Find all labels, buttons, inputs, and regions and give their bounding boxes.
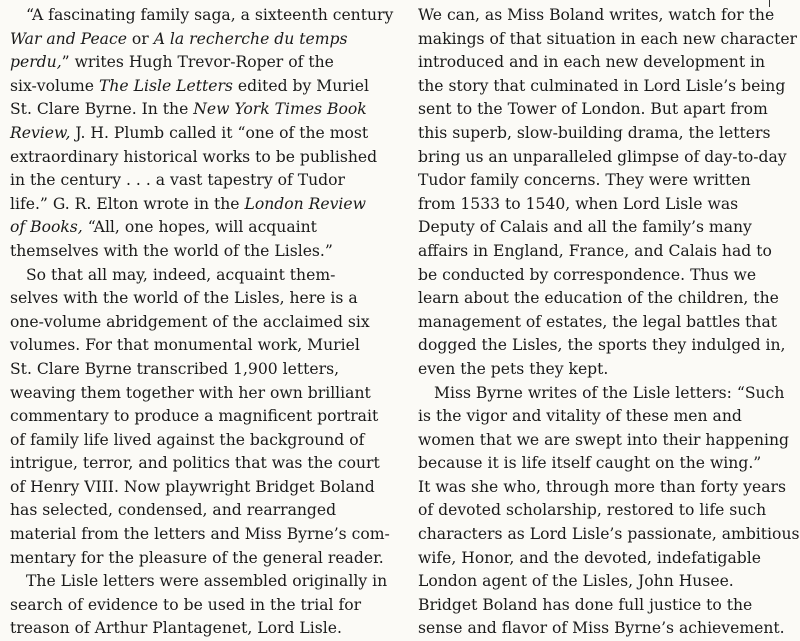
text-line xyxy=(418,4,790,28)
body-text: even the pets they kept. xyxy=(418,359,609,378)
body-text: makings of that situation in each new character xyxy=(418,29,798,48)
body-text: women that we are swept into their happening xyxy=(418,430,789,449)
text-line xyxy=(10,122,395,146)
text-line xyxy=(10,75,395,99)
text-line xyxy=(418,570,790,594)
body-text: selves with the world of the Lisles, here is a xyxy=(10,289,358,308)
body-text: management of estates, the legal battles that xyxy=(418,312,778,331)
body-text: commentary to produce a magnificent portrait xyxy=(10,407,379,426)
text-line xyxy=(418,594,790,618)
left-text-column xyxy=(10,4,395,641)
body-text: from 1533 to 1540, when Lord Lisle was xyxy=(418,194,739,213)
text-line xyxy=(10,594,395,618)
text-line xyxy=(418,51,790,75)
text-line xyxy=(418,358,790,382)
text-line xyxy=(10,429,395,453)
body-text: St. Clare Byrne. In the xyxy=(10,100,194,119)
body-text: affairs in England, France, and Calais had to xyxy=(418,241,772,260)
body-text: this superb, slow-building drama, the letters xyxy=(418,123,771,142)
text-line xyxy=(10,452,395,476)
body-text: material from the letters and Miss Byrne’s com- xyxy=(10,525,390,544)
body-text: intrigue, terror, and politics that was the court xyxy=(10,454,380,473)
body-text: introduced and in each new development in xyxy=(418,53,766,72)
body-text: of devoted scholarship, restored to life such xyxy=(418,501,767,520)
body-text: The Lisle letters were assembled originally in xyxy=(26,572,388,591)
italic-title-text: perdu, xyxy=(10,53,62,72)
text-line xyxy=(10,240,395,264)
body-text: of family life lived against the background of xyxy=(10,430,365,449)
body-text: of Henry VIII. Now playwright Bridget Boland xyxy=(10,477,375,496)
text-line xyxy=(10,146,395,170)
text-line xyxy=(418,476,790,500)
body-text: mentary for the pleasure of the general reader. xyxy=(10,548,384,567)
text-line xyxy=(418,429,790,453)
text-line xyxy=(10,476,395,500)
text-line xyxy=(10,617,395,641)
text-line xyxy=(418,547,790,571)
body-text: London agent of the Lisles, John Husee. xyxy=(418,572,734,591)
text-line xyxy=(10,51,395,75)
body-text: Tudor family concerns. They were written xyxy=(418,171,751,190)
text-line xyxy=(418,75,790,99)
text-line xyxy=(10,98,395,122)
text-line xyxy=(10,358,395,382)
text-line xyxy=(10,4,395,28)
body-text: sent to the Tower of London. But apart from xyxy=(418,100,768,119)
text-line xyxy=(418,311,790,335)
text-line xyxy=(418,264,790,288)
italic-title-text: Review, xyxy=(10,123,71,142)
body-text: has selected, condensed, and rearranged xyxy=(10,501,337,520)
body-text: be conducted by correspondence. Thus we xyxy=(418,265,757,284)
text-line xyxy=(10,405,395,429)
body-text: themselves with the world of the Lisles.” xyxy=(10,241,333,260)
body-text: or xyxy=(126,29,154,48)
italic-title-text: New York Times Book xyxy=(193,100,367,119)
body-text: six-volume xyxy=(10,76,99,95)
body-text: extraordinary historical works to be published xyxy=(10,147,378,166)
right-text-column xyxy=(418,4,800,641)
text-line xyxy=(10,570,395,594)
text-line xyxy=(418,169,790,193)
body-text: the story that culminated in Lord Lisle’s being xyxy=(418,76,786,95)
italic-title-text: London Review xyxy=(244,194,366,213)
text-line xyxy=(10,193,395,217)
text-line xyxy=(10,499,395,523)
text-line xyxy=(418,334,790,358)
body-text: wife, Honor, and the devoted, indefatigable xyxy=(418,548,761,567)
text-line xyxy=(418,240,790,264)
body-text: learn about the education of the children, the xyxy=(418,289,779,308)
italic-title-text: of Books, xyxy=(10,218,83,237)
text-line xyxy=(418,193,790,217)
text-line xyxy=(418,617,790,641)
text-line xyxy=(10,169,395,193)
body-text: is the vigor and vitality of these men and xyxy=(418,407,742,426)
body-text: ” writes Hugh Trevor-Roper of the xyxy=(61,53,334,72)
text-line xyxy=(418,405,790,429)
body-text: Deputy of Calais and all the family’s many xyxy=(418,218,752,237)
text-line xyxy=(10,382,395,406)
body-text: It was she who, through more than forty years xyxy=(418,477,786,496)
text-line xyxy=(418,499,790,523)
text-line xyxy=(10,523,395,547)
body-text: volumes. For that monumental work, Muriel xyxy=(10,336,360,355)
body-text: treason of Arthur Plantagenet, Lord Lisle. xyxy=(10,619,342,638)
italic-title-text: A la recherche du temps xyxy=(153,29,348,48)
text-line xyxy=(418,382,790,406)
body-text: St. Clare Byrne transcribed 1,900 letters, xyxy=(10,359,340,378)
body-text: J. H. Plumb called it “one of the most xyxy=(70,123,369,142)
text-line xyxy=(418,28,798,52)
text-line xyxy=(10,287,395,311)
body-text: sense and flavor of Miss Byrne’s achievement. xyxy=(418,619,785,638)
text-line xyxy=(10,264,395,288)
text-line xyxy=(10,547,395,571)
text-line xyxy=(418,98,790,122)
text-line xyxy=(418,523,800,547)
text-line xyxy=(418,122,790,146)
text-line xyxy=(10,311,395,335)
body-text: in the century . . . a vast tapestry of Tudor xyxy=(10,171,345,190)
text-line xyxy=(10,28,395,52)
body-text: Miss Byrne writes of the Lisle letters: “Such xyxy=(434,383,785,402)
body-text: characters as Lord Lisle’s passionate, ambitious xyxy=(418,525,800,544)
body-text: because it is life itself caught on the wing.” xyxy=(418,454,762,473)
body-text: Bridget Boland has done full justice to the xyxy=(418,595,753,614)
text-line xyxy=(418,452,790,476)
body-text: We can, as Miss Boland writes, watch for the xyxy=(418,6,775,24)
text-line xyxy=(10,216,395,240)
body-text: search of evidence to be used in the trial for xyxy=(10,595,362,614)
body-text: dogged the Lisles, the sports they indulged in, xyxy=(418,336,786,355)
body-text: life.” G. R. Elton wrote in the xyxy=(10,194,245,213)
italic-title-text: The Lisle Letters xyxy=(98,76,233,95)
body-text: bring us an unparalleled glimpse of day-to-day xyxy=(418,147,787,166)
italic-title-text: War and Peace xyxy=(10,29,127,48)
body-text: “A fascinating family saga, a sixteenth century xyxy=(26,6,394,24)
text-line xyxy=(418,287,790,311)
body-text: one-volume abridgement of the acclaimed six xyxy=(10,312,370,331)
body-text: “All, one hopes, will acquaint xyxy=(82,218,317,237)
body-text: So that all may, indeed, acquaint them- xyxy=(26,265,336,284)
body-text: edited by Muriel xyxy=(232,76,369,95)
text-line xyxy=(418,216,790,240)
body-text: weaving them together with her own brilliant xyxy=(10,383,371,402)
text-line xyxy=(10,334,395,358)
text-line xyxy=(418,146,790,170)
